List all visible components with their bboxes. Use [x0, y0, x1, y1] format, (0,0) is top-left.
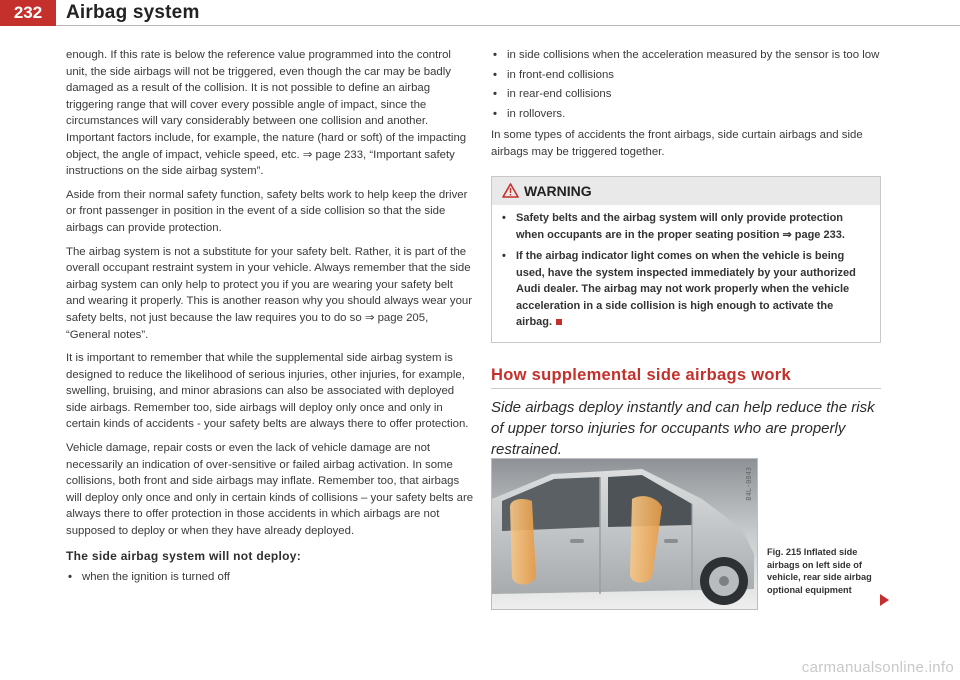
list-item: • when the ignition is turned off — [66, 569, 474, 586]
end-marker-icon — [556, 319, 562, 325]
watermark: carmanualsonline.info — [801, 659, 954, 676]
paragraph: The airbag system is not a substitute for your safety belt. Rather, it is part of the overall occupant restraint system in your vehicle. Always remember that the side airbag system can only help to protect you if you are wearing your safety belt and wearing it properly. This is another reason why you should always wear your safety belts, not just because the law requires you to do so ⇒ page 205, “General notes”. — [66, 245, 473, 341]
warning-item: • Safety belts and the airbag system will only provide protection when occupants are in the proper seating position ⇒ page 233. — [502, 210, 870, 243]
list-item: • in side collisions when the acceleration measured by the sensor is too low — [491, 47, 881, 64]
paragraph: It is important to remember that while the supplemental side airbag system is designed to reduce the likelihood of serious injuries, other injuries, for example, swelling, bruising, and minor abrasions can also be associated with deployed side airbags. Remember too, side airbags will deploy only once and only in certain kinds of accidents - your safety belts are always there to offer protection. — [66, 352, 469, 431]
warning-box — [491, 176, 881, 343]
warning-item-text: If the airbag indicator light comes on when the vehicle is being used, have the system inspected immediately by your authorized Audi dealer. The airbag may not work properly when the vehicle acceleration in a side collision is high enough to activate the airbag. — [516, 250, 856, 329]
list-item: • in front-end collisions — [491, 67, 881, 84]
left-column — [66, 47, 474, 589]
warning-body — [492, 205, 880, 342]
warning-header — [492, 177, 880, 206]
paragraph: Vehicle damage, repair costs or even the lack of vehicle damage are not necessarily an indication of over-sensitive or failed airbag activation. In some collisions, both front and side airbags may inflate. Remember too, that airbags will deploy only once and only in certain kinds of collisions – your safety belts are always there to offer protection in those accidents in which airbags are not supposed to deploy or when they have already deployed. — [66, 442, 474, 538]
paragraph: Aside from their normal safety function, safety belts work to help keep the driver or front passenger in position in the event of a side collision so that the side airbags can provide protection. — [66, 188, 468, 234]
warning-title: WARNING — [524, 182, 592, 199]
image-code: B4L-0843 — [745, 467, 753, 501]
note-paragraph: In some types of accidents the front airbags, side curtain airbags and side airbags may be triggered together. — [491, 129, 863, 158]
header-rule — [56, 25, 960, 26]
continue-arrow-icon — [880, 594, 889, 606]
paragraph: enough. If this rate is below the reference value programmed into the control unit, the side airbags will not be triggered, even though the car may be badly damaged as a result of the collision. It is not possible to define an airbag triggering range that will cover every possible angle of impact, since the circumstances will vary considerably between one collision and another. Important factors include, for example, the nature (hard or soft) of the impacting object, the angle of impact, vehicle speed, etc. ⇒ page 233, “Important safety instructions on the side airbag system”. — [66, 49, 467, 178]
subheading-not-deploy: The side airbag system will not deploy: — [66, 548, 302, 563]
figure-car-side-airbags — [491, 458, 758, 610]
chapter-title: Airbag system — [66, 2, 200, 23]
section-intro: Side airbags deploy instantly and can help reduce the risk of upper torso injuries for occupants who are properly restrained. — [491, 399, 875, 459]
page-number: 232 — [0, 0, 56, 26]
car-illustration — [492, 459, 757, 609]
list-item: • in rear-end collisions — [491, 86, 881, 103]
figure-caption: Fig. 215 Inflated side airbags on left side of vehicle, rear side airbag optional equipment — [767, 547, 872, 595]
warning-item — [502, 248, 870, 331]
right-column — [491, 47, 881, 460]
list-item: • in rollovers. — [491, 106, 881, 123]
warning-triangle-icon — [502, 183, 519, 198]
section-title: How supplemental side airbags work — [491, 367, 881, 390]
